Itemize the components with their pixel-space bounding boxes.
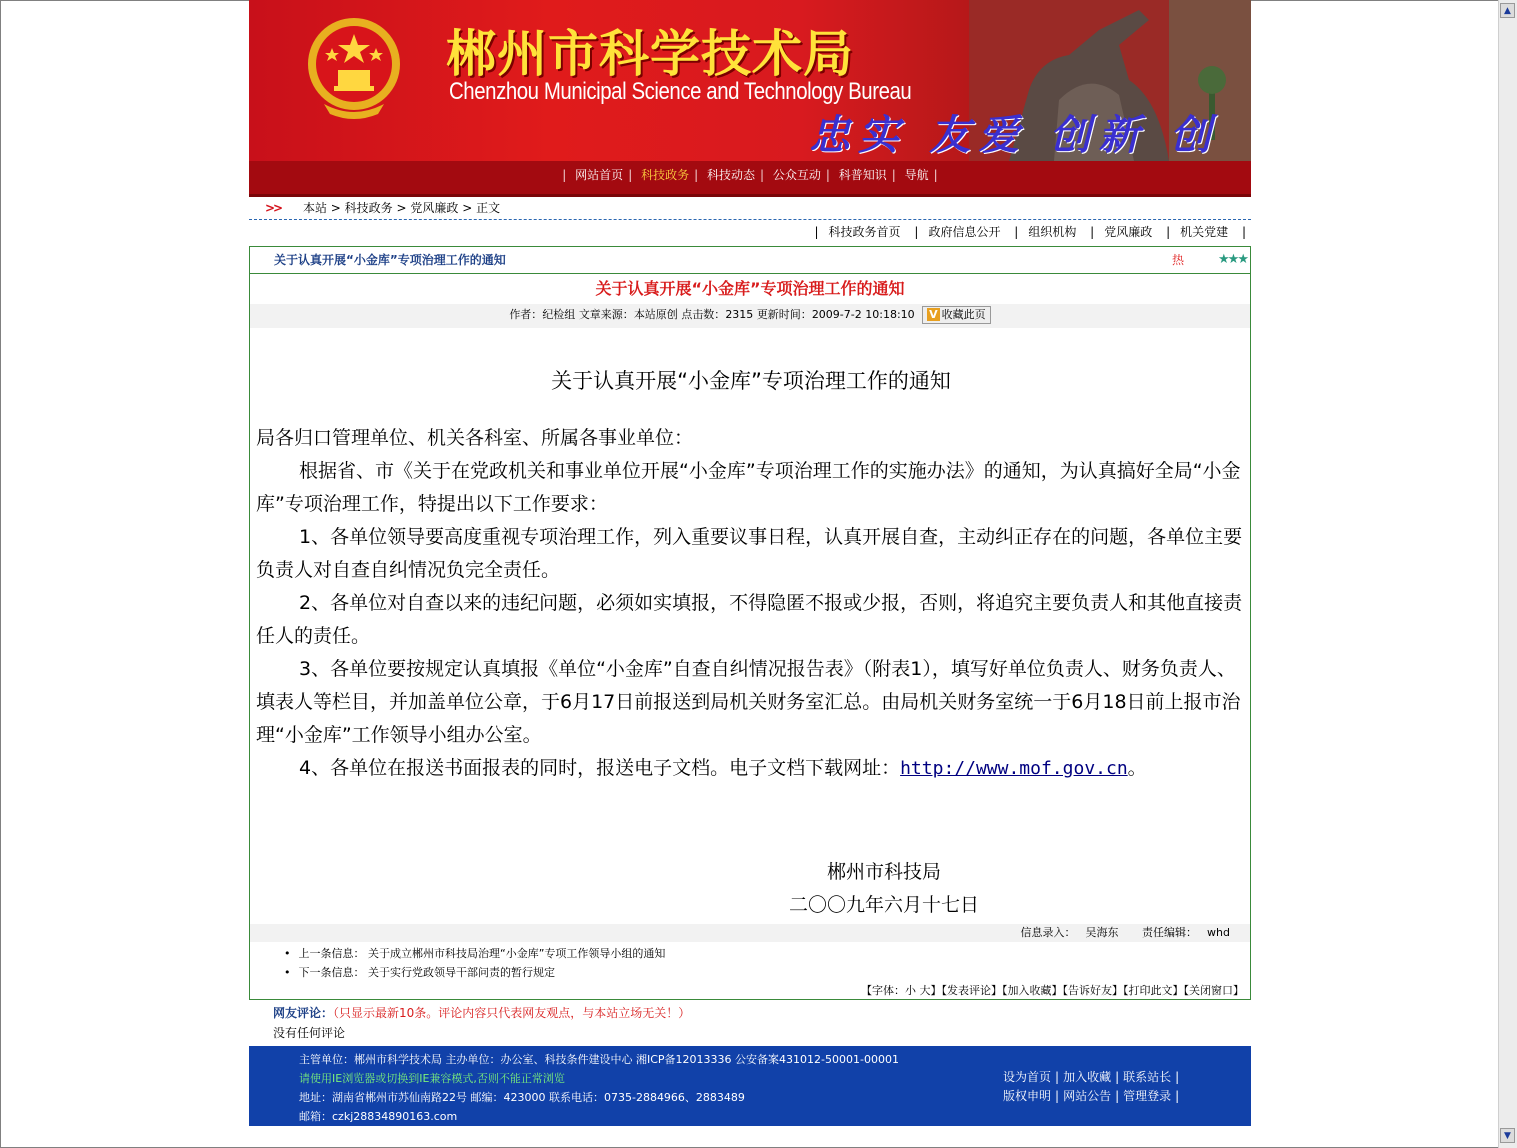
add-favorite-link[interactable]: 加入收藏 [1063,1070,1112,1084]
comments-note: （只显示最新10条。评论内容只代表网友观点，与本站立场无关！） [333,1006,691,1020]
paragraph: 根据省、市《关于在党政机关和事业单位开展“小金库”专项治理工作的实施办法》的通知，为认真搞好全局“小金库”专项治理工作，特提出以下工作要求： [256,460,1241,515]
contact-admin-link[interactable]: 联系站长 [1123,1070,1172,1084]
subnav-item[interactable]: 组织机构 [1028,225,1077,239]
site-footer [249,1046,1251,1126]
paragraph: 3、各单位要按规定认真填报《单位“小金库”自查自纠情况报告表》（附表1），填写好单位负责人、财务负责人、填表人等栏目，并加盖单位公章，于6月17日前报送到局机关财务室汇总。由局机关财务室统一于6月18日前上报市治理“小金库”工作领导小组办公室。 [256,658,1241,746]
download-link[interactable]: http://www.mof.gov.cn [900,758,1128,779]
nav-item-public[interactable]: 公众互动 [772,168,821,182]
copyright-link[interactable]: 版权申明 [1003,1089,1052,1103]
breadcrumb-item[interactable]: 本站 [302,201,327,215]
article-tools: 【字体：小 大】【发表评论】【加入收藏】【告诉好友】【打印此文】【关闭窗口】 [861,984,1244,997]
meta-updated: 2009-7-2 10:18:10 [811,308,915,321]
comments-header [249,1000,1251,1022]
bookmark-icon: V [929,308,938,321]
editor-info: 信息录入： 吴海东 责任编辑： whd [250,924,1250,942]
print-button[interactable]: 【打印此文】 [1123,984,1184,997]
scroll-up-icon[interactable]: ▲ [1500,3,1515,18]
meta-hits: 2315 [725,308,754,321]
editor: whd [1207,926,1230,939]
post-comment-button[interactable]: 【发表评论】 [941,984,1002,997]
nav-item-science[interactable]: 科普知识 [838,168,887,182]
close-window-button[interactable]: 【关闭窗口】 [1183,984,1244,997]
sub-nav: | 科技政务首页 | 政府信息公开 | 组织机构 | 党风廉政 | 机关党建 | [814,225,1246,239]
subnav-item[interactable]: 党风廉政 [1104,225,1153,239]
rating-stars-icon: ★★★ [1218,252,1247,267]
paragraph: 1、各单位领导要高度重视专项治理工作，列入重要议事日程，认真开展自查，主动纠正存在的问题，各单位主要负责人对自查自纠情况负完全责任。 [256,526,1243,581]
prev-link[interactable]: 关于成立郴州市科技局治理“小金库”专项工作领导小组的通知 [368,947,666,960]
nav-item-guide[interactable]: 导航 [904,168,929,182]
sign-date: 二〇〇九年六月十七日 [788,894,979,916]
vertical-scrollbar[interactable] [1498,0,1517,1148]
article-header-bar [250,247,1250,274]
nav-item-gov[interactable]: 科技政务 [641,168,690,182]
font-small-button[interactable]: 小 [905,984,916,997]
breadcrumb: >> 本站 > 科技政务 > 党风廉政 > 正文 [249,197,1251,220]
comments-empty: 没有任何评论 [273,1026,346,1040]
footer-links: 设为首页 | 加入收藏 | 联系站长 | 版权申明 | 网站公告 | 管理登录 | [999,1068,1179,1106]
announcement-link[interactable]: 网站公告 [1063,1089,1112,1103]
article-body [256,365,1246,785]
scroll-down-icon[interactable]: ▼ [1500,1128,1515,1143]
breadcrumb-item[interactable]: 科技政务 [344,201,393,215]
hot-badge: 热 [1171,253,1184,267]
article-title: 关于认真开展“小金库”专项治理工作的通知 [595,279,905,298]
recorder: 吴海东 [1085,926,1119,939]
breadcrumb-arrow-icon: >> [265,201,282,215]
bookmark-page-button[interactable]: V 收藏此页 [922,306,991,324]
article-header-title: 关于认真开展“小金库”专项治理工作的通知 [274,253,506,267]
browser-warning: 请使用IE浏览器或切换到IE兼容模式,否则不能正常浏览 [299,1072,565,1085]
signature [784,856,984,922]
set-homepage-link[interactable]: 设为首页 [1003,1070,1052,1084]
next-item: • 下一条信息： 关于实行党政领导干部问责的暂行规定 [284,963,665,982]
font-large-button[interactable]: 大 [919,984,931,997]
prev-item: • 上一条信息： 关于成立郴州市科技局治理“小金库”专项工作领导小组的通知 [284,944,665,963]
content-heading: 关于认真开展“小金库”专项治理工作的通知 [551,369,951,393]
add-favorite-button[interactable]: 【加入收藏】 [1002,984,1063,997]
site-slogan: 忠实 友爱 创新 创 [809,111,1219,159]
site-title-cn: 郴州市科学技术局 [446,25,854,83]
meta-author: 纪检组 [542,308,576,321]
paragraph: 2、各单位对自查以来的违纪问题，必须如实填报，不得隐匿不报或少报，否则，将追究主要负责人和其他直接责任人的责任。 [256,592,1243,647]
nav-item-news[interactable]: 科技动态 [706,168,755,182]
breadcrumb-item[interactable]: 党风廉政 [410,201,459,215]
subnav-item[interactable]: 政府信息公开 [928,225,1001,239]
article-meta: 作者：纪检组 文章来源：本站原创 点击数：2315 更新时间：2009-7-2 10:18:10 V 收藏此页 [250,304,1250,328]
footer-email: 邮箱：czkj28834890163.com [299,1110,458,1123]
nav-item-home[interactable]: 网站首页 [575,168,624,182]
prev-next-links [284,944,665,982]
main-nav: | 网站首页 | 科技政务 | 科技动态 | 公众互动 | 科普知识 | 导航 | [249,161,1251,197]
site-title-en: Chenzhou Municipal Science and Technology Bureau [449,78,912,105]
subnav-item[interactable]: 机关党建 [1180,225,1229,239]
meta-source: 本站原创 [633,308,678,321]
page-container [249,0,1251,1126]
site-banner [249,0,1251,161]
sign-org: 郴州市科技局 [826,861,941,883]
subnav-item[interactable]: 科技政务首页 [828,225,901,239]
article-panel [249,246,1251,1000]
national-emblem-icon [304,12,404,122]
breadcrumb-item: 正文 [476,201,501,215]
comments-label: 网友评论： [273,1006,334,1020]
footer-info: 主管单位：郴州市科学技术局 主办单位：办公室、科技条件建设中心 湘ICP备12013336 公安备案431012-50001-00001 请使用IE浏览器或切换到IE兼容模式,否则不能正常浏览 地址：湖南省郴州市苏仙南路22号 邮编：423000 联系电话：0735-2884966、2883489 邮箱：czkj28834890163.com [299,1050,899,1126]
admin-login-link[interactable]: 管理登录 [1123,1089,1172,1103]
paragraph: 4、各单位在报送书面报表的同时，报送电子文档。电子文档下载网址：http://www.mof.gov.cn。 [299,757,1147,779]
next-link[interactable]: 关于实行党政领导干部问责的暂行规定 [368,966,555,979]
tell-friend-button[interactable]: 【告诉好友】 [1062,984,1123,997]
salutation: 局各归口管理单位、机关各科室、所属各事业单位： [256,427,694,449]
